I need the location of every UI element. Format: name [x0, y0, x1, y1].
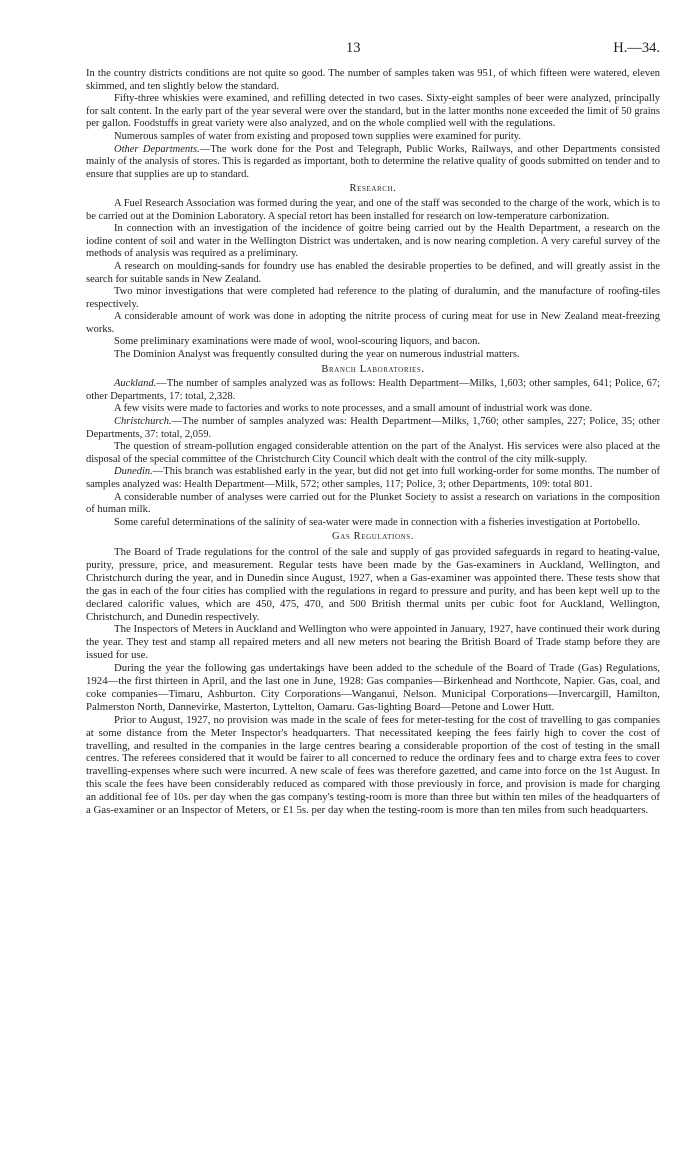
paragraph: A considerable number of analyses were carried out for the Plunket Society to assist a research on variations in the composition of human milk.	[86, 491, 660, 516]
section-heading-research: Research.	[349, 183, 397, 195]
run-in-heading: Dunedin.	[114, 466, 153, 478]
paragraph: The Inspectors of Meters in Auckland and Wellington who were appointed in January, 1927, have continued their work during the year. They test and stamp all repaired meters and all new meters not bearing the British Board of Trade stamp before they are issued for use.	[86, 623, 660, 662]
paragraph: Prior to August, 1927, no provision was made in the scale of fees for meter-testing for the cost of travelling to gas companies at some distance from the Meter Inspector's headquarters. That necessitated keeping the fees fairly high to cover the cost of travelling, and resulted in the companies in the large centres bearing a considerable proportion of the cost of testing in the small centres. The referees considered that it would be fairer to all concerned to reduce the ordinary fees and to charge extra fees to cover travelling-expenses where such were incurred. A new scale of fees was therefore gazetted, and came into force on the 1st August. In this scale the fees have been considerably reduced as compared with those previously in force, and provision is made for charging an additional fee of 10s. per day when the gas company's testing-room is more than three but within ten miles of the headquarters of a Gas-examiner or an Inspector of Meters, or £1 5s. per day when the testing-room is more than ten miles from such headquarters.	[86, 713, 660, 817]
page-header	[86, 40, 660, 68]
paragraph-text: —This branch was established early in the year, but did not get into full working-order for some months. The number of samples analyzed was: Health Department—Milk, 572; other samples, 117; Police, 3; other Departments, 109: total 801.	[86, 466, 660, 490]
document-reference: H.—34.	[613, 40, 660, 56]
paragraph-text: —The number of samples analyzed was: Health Department—Milks, 1,760; other samples, 227; Police, 35; other Departments, 37: total, 2,059.	[86, 416, 660, 440]
section-heading-branch-laboratories: Branch Laboratories.	[321, 363, 425, 375]
paragraph: Fifty-three whiskies were examined, and refilling detected in two cases. Sixty-eight samples of beer were analyzed, principally for salt content. In the early part of the year several were over the standard, but in the latter months none exceeded the limit of 50 grains per gallon. Foodstuffs in great variety were also analyzed, and on the whole complied well with the regulations.	[86, 93, 660, 130]
paragraph: A research on moulding-sands for foundry use has enabled the desirable properties to be defined, and will greatly assist in the search for suitable sands in New Zealand.	[86, 260, 660, 285]
section-research	[86, 198, 660, 362]
paragraph: Two minor investigations that were completed had reference to the plating of duralumin, and the manufacture of roofing-tiles respectively.	[86, 286, 660, 310]
paragraph: Some preliminary examinations were made of wool, wool-scouring liquors, and bacon.	[114, 336, 480, 348]
paragraph: Numerous samples of water from existing and proposed town supplies were examined for purity.	[114, 130, 521, 142]
paragraph-text: —The number of samples analyzed was as follows: Health Department—Milks, 1,603; other samples, 641; Police, 67; other Departments, 17: total, 2,328.	[86, 378, 660, 402]
paragraph: A Fuel Research Association was formed during the year, and one of the staff was seconded to the charge of the work, which is to be carried out at the Dominion Laboratory. A special retort has been installed for research on low-temperature carbonization.	[86, 197, 660, 222]
page-number: 13	[346, 40, 361, 56]
run-in-heading: Other Departments.	[114, 143, 200, 155]
paragraph-other-departments	[86, 144, 660, 182]
paragraph: In the country districts conditions are not quite so good. The number of samples taken was 951, of which fifteen were watered, eleven skimmed, and ten slightly below the standard.	[86, 68, 660, 92]
paragraph-text: —The work done for the Post and Telegraph, Public Works, Railways, and other Departments consisted mainly of the analysis of stores. This is regarded as important, both to determine the relative quality of goods submitted on tender and to ensure that supplies are up to standard.	[86, 143, 660, 180]
run-in-heading: Christchurch.	[114, 416, 172, 428]
paragraph: A considerable amount of work was done in adopting the nitrite process of curing meat for use in New Zealand meat-freezing works.	[86, 311, 660, 335]
run-in-heading: Auckland.	[114, 378, 157, 390]
paragraph: The Dominion Analyst was frequently consulted during the year on numerous industrial matters.	[114, 349, 520, 361]
paragraph: A few visits were made to factories and works to note processes, and a small amount of industrial work was done.	[114, 403, 593, 415]
section-branch-laboratories	[86, 378, 660, 529]
paragraph: In connection with an investigation of the incidence of goitre being carried out by the Health Department, a research on the iodine content of soil and water in the Wellington District was undertaken, and is now nearing completion. A very careful survey of the methods of analysis was required as a preliminary.	[86, 223, 660, 260]
section-heading-gas-regulations: Gas Regulations.	[332, 531, 414, 543]
paragraph: Some careful determinations of the salinity of sea-water were made in connection with a fisheries investigation at Portobello.	[114, 516, 641, 528]
paragraph: The Board of Trade regulations for the control of the sale and supply of gas provided safeguards in regard to heating-value, purity, pressure, price, and measurement. Regular tests have been made by the Gas-examiners in Auckland, Wellington, and Christchurch during the year, and in Dunedin since August, 1927, when a Gas-examiner was appointed there. These tests show that the gas in each of the four cities has complied with the regulations in regard to pressure and purity, and has been kept well up to the declared calorific values, which are 450, 475, 470, and 500 British thermal units per cubic foot for Auckland, Wellington, Christchurch, and Dunedin respectively.	[86, 545, 660, 623]
paragraph-christchurch	[86, 416, 660, 441]
paragraph-dunedin	[86, 466, 660, 491]
paragraph: The question of stream-pollution engaged considerable attention on the part of the Analyst. His services were also placed at the disposal of the special committee of the Christchurch City Council which dealt with the control of the city milk-supply.	[86, 441, 660, 465]
paragraph: During the year the following gas undertakings have been added to the schedule of the Board of Trade (Gas) Regulations, 1924—the first thirteen in April, and the last one in June, 1928: Gas companies—Birkenhead and Northcote, Napier. Gas, coal, and coke companies—Timaru, Ashburton. City Corporations—Wanganui, Nelson. Municipal Corporations—Invercargill, Hamilton, Palmerston North, Dannevirke, Masterton, Lyttelton, Oamaru. Gas-lighting Board—Petone and Lower Hutt.	[86, 662, 660, 713]
paragraph-auckland	[86, 378, 660, 403]
section-lab-samples	[86, 68, 660, 181]
section-gas-regulations	[86, 546, 660, 817]
